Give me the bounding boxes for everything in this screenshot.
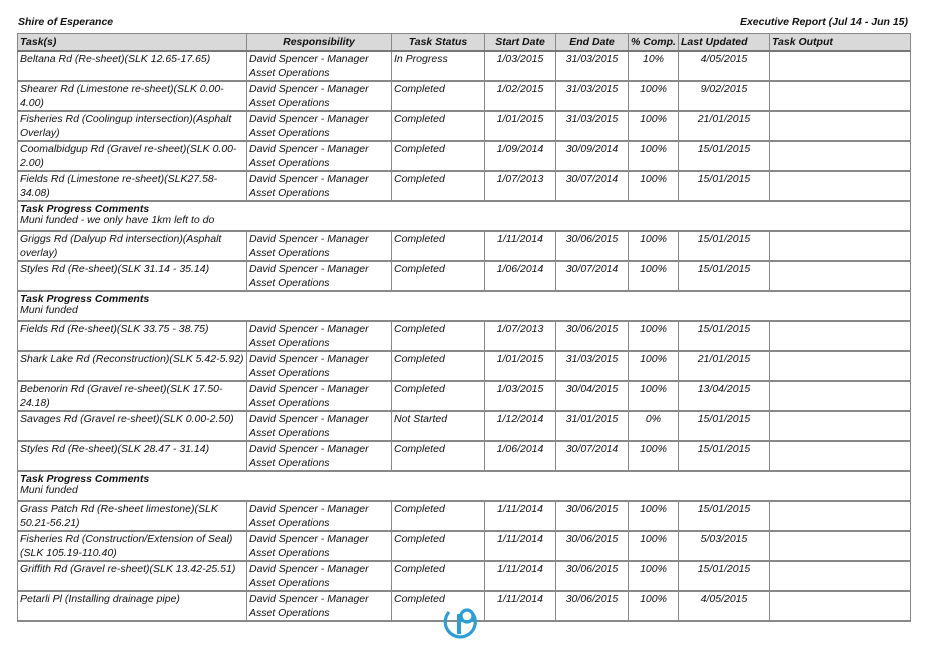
task-cell: Grass Patch Rd (Re-sheet limestone)(SLK 50.21-56.21) [18, 501, 247, 531]
percent-complete-cell: 100% [629, 261, 679, 291]
task-status-cell: Completed [392, 141, 485, 171]
percent-complete-cell: 100% [629, 81, 679, 111]
task-output-cell [770, 561, 911, 591]
end-date-cell: 31/01/2015 [556, 411, 629, 441]
percent-complete-cell: 100% [629, 141, 679, 171]
column-header-task: Task(s) [18, 34, 247, 52]
task-cell: Styles Rd (Re-sheet)(SLK 28.47 - 31.14) [18, 441, 247, 471]
percent-complete-cell: 100% [629, 591, 679, 621]
task-status-cell: Completed [392, 351, 485, 381]
task-progress-comment-cell [18, 471, 911, 501]
start-date-cell: 1/03/2015 [485, 381, 556, 411]
end-date-cell: 30/04/2015 [556, 381, 629, 411]
task-status-cell: Completed [392, 81, 485, 111]
task-cell: Coomalbidgup Rd (Gravel re-sheet)(SLK 0.00-2.00) [18, 141, 247, 171]
responsibility-cell: David Spencer - Manager Asset Operations [247, 81, 392, 111]
end-date-cell: 31/03/2015 [556, 81, 629, 111]
task-cell: Fields Rd (Re-sheet)(SLK 33.75 - 38.75) [18, 321, 247, 351]
task-cell: Savages Rd (Gravel re-sheet)(SLK 0.00-2.50) [18, 411, 247, 441]
start-date-cell: 1/07/2013 [485, 321, 556, 351]
task-progress-comment-row [18, 201, 911, 231]
task-status-cell: Completed [392, 591, 485, 621]
table-row [18, 411, 911, 441]
table-row [18, 81, 911, 111]
last-updated-cell: 21/01/2015 [679, 111, 770, 141]
task-cell: Fields Rd (Limestone re-sheet)(SLK27.58-34.08) [18, 171, 247, 201]
task-cell: Griggs Rd (Dalyup Rd intersection)(Asphalt overlay) [18, 231, 247, 261]
task-output-cell [770, 321, 911, 351]
column-header-percent-complete: % Comp. [629, 34, 679, 52]
comment-text: Muni funded - we only have 1km left to do [20, 214, 215, 226]
table-row [18, 561, 911, 591]
task-progress-comment-row [18, 291, 911, 321]
last-updated-cell: 15/01/2015 [679, 231, 770, 261]
start-date-cell: 1/03/2015 [485, 51, 556, 81]
task-cell: Shearer Rd (Limestone re-sheet)(SLK 0.00-4.00) [18, 81, 247, 111]
percent-complete-cell: 100% [629, 501, 679, 531]
organisation-name: Shire of Esperance [18, 16, 114, 28]
start-date-cell: 1/07/2013 [485, 171, 556, 201]
responsibility-cell: David Spencer - Manager Asset Operations [247, 141, 392, 171]
last-updated-cell: 15/01/2015 [679, 141, 770, 171]
responsibility-cell: David Spencer - Manager Asset Operations [247, 531, 392, 561]
column-header-last-updated: Last Updated [679, 34, 770, 52]
comment-title: Task Progress Comments [20, 203, 150, 215]
responsibility-cell: David Spencer - Manager Asset Operations [247, 231, 392, 261]
task-cell: Fisheries Rd (Coolingup intersection)(Asphalt Overlay) [18, 111, 247, 141]
task-status-cell: Not Started [392, 411, 485, 441]
end-date-cell: 31/03/2015 [556, 51, 629, 81]
start-date-cell: 1/11/2014 [485, 561, 556, 591]
responsibility-cell: David Spencer - Manager Asset Operations [247, 501, 392, 531]
task-output-cell [770, 531, 911, 561]
comment-text: Muni funded [20, 304, 78, 316]
task-output-cell [770, 441, 911, 471]
task-status-cell: Completed [392, 171, 485, 201]
percent-complete-cell: 100% [629, 381, 679, 411]
responsibility-cell: David Spencer - Manager Asset Operations [247, 261, 392, 291]
last-updated-cell: 15/01/2015 [679, 441, 770, 471]
end-date-cell: 30/06/2015 [556, 321, 629, 351]
start-date-cell: 1/06/2014 [485, 441, 556, 471]
task-status-cell: Completed [392, 531, 485, 561]
task-output-cell [770, 351, 911, 381]
task-output-cell [770, 591, 911, 621]
responsibility-cell: David Spencer - Manager Asset Operations [247, 321, 392, 351]
percent-complete-cell: 100% [629, 231, 679, 261]
percent-complete-cell: 100% [629, 351, 679, 381]
last-updated-cell: 15/01/2015 [679, 171, 770, 201]
table-row [18, 171, 911, 201]
task-status-cell: Completed [392, 261, 485, 291]
responsibility-cell: David Spencer - Manager Asset Operations [247, 351, 392, 381]
task-cell: Bebenorin Rd (Gravel re-sheet)(SLK 17.50-24.18) [18, 381, 247, 411]
comment-title: Task Progress Comments [20, 293, 150, 305]
task-cell: Fisheries Rd (Construction/Extension of Seal)(SLK 105.19-110.40) [18, 531, 247, 561]
table-row [18, 51, 911, 81]
table-row [18, 381, 911, 411]
percent-complete-cell: 100% [629, 111, 679, 141]
last-updated-cell: 15/01/2015 [679, 261, 770, 291]
end-date-cell: 30/09/2014 [556, 141, 629, 171]
last-updated-cell: 15/01/2015 [679, 411, 770, 441]
task-progress-comment-cell [18, 201, 911, 231]
task-status-cell: Completed [392, 441, 485, 471]
percent-complete-cell: 100% [629, 441, 679, 471]
last-updated-cell: 15/01/2015 [679, 321, 770, 351]
task-output-cell [770, 411, 911, 441]
table-row [18, 441, 911, 471]
responsibility-cell: David Spencer - Manager Asset Operations [247, 441, 392, 471]
task-output-cell [770, 111, 911, 141]
task-progress-comment-cell [18, 291, 911, 321]
start-date-cell: 1/06/2014 [485, 261, 556, 291]
last-updated-cell: 21/01/2015 [679, 351, 770, 381]
start-date-cell: 1/11/2014 [485, 591, 556, 621]
table-row [18, 351, 911, 381]
percent-complete-cell: 100% [629, 531, 679, 561]
last-updated-cell: 4/05/2015 [679, 591, 770, 621]
end-date-cell: 31/03/2015 [556, 111, 629, 141]
start-date-cell: 1/01/2015 [485, 351, 556, 381]
table-row [18, 501, 911, 531]
task-status-cell: In Progress [392, 51, 485, 81]
column-header-task-status: Task Status [392, 34, 485, 52]
last-updated-cell: 15/01/2015 [679, 501, 770, 531]
task-cell: Styles Rd (Re-sheet)(SLK 31.14 - 35.14) [18, 261, 247, 291]
start-date-cell: 1/12/2014 [485, 411, 556, 441]
task-progress-comment-row [18, 471, 911, 501]
end-date-cell: 30/06/2015 [556, 531, 629, 561]
percent-complete-cell: 100% [629, 561, 679, 591]
task-status-cell: Completed [392, 561, 485, 591]
table-row [18, 231, 911, 261]
responsibility-cell: David Spencer - Manager Asset Operations [247, 381, 392, 411]
report-title: Executive Report (Jul 14 - Jun 15) [739, 16, 908, 28]
task-output-cell [770, 81, 911, 111]
start-date-cell: 1/01/2015 [485, 111, 556, 141]
task-output-cell [770, 261, 911, 291]
end-date-cell: 31/03/2015 [556, 351, 629, 381]
interplan-logo-icon [440, 604, 480, 640]
percent-complete-cell: 100% [629, 171, 679, 201]
comment-text: Muni funded [20, 484, 78, 496]
table-body [18, 51, 911, 621]
column-header-responsibility: Responsibility [247, 34, 392, 52]
table-row [18, 321, 911, 351]
last-updated-cell: 9/02/2015 [679, 81, 770, 111]
percent-complete-cell: 100% [629, 321, 679, 351]
start-date-cell: 1/02/2015 [485, 81, 556, 111]
task-output-cell [770, 501, 911, 531]
column-header-end-date: End Date [556, 34, 629, 52]
column-header-task-output: Task Output [770, 34, 911, 52]
start-date-cell: 1/11/2014 [485, 531, 556, 561]
last-updated-cell: 13/04/2015 [679, 381, 770, 411]
column-header-start-date: Start Date [485, 34, 556, 52]
table-header-row [18, 34, 911, 52]
end-date-cell: 30/07/2014 [556, 261, 629, 291]
task-report-table [17, 33, 911, 622]
responsibility-cell: David Spencer - Manager Asset Operations [247, 591, 392, 621]
start-date-cell: 1/11/2014 [485, 231, 556, 261]
comment-title: Task Progress Comments [20, 473, 150, 485]
task-cell: Shark Lake Rd (Reconstruction)(SLK 5.42-5.92) [18, 351, 247, 381]
table-row [18, 531, 911, 561]
last-updated-cell: 5/03/2015 [679, 531, 770, 561]
task-output-cell [770, 51, 911, 81]
start-date-cell: 1/11/2014 [485, 501, 556, 531]
percent-complete-cell: 10% [629, 51, 679, 81]
last-updated-cell: 15/01/2015 [679, 561, 770, 591]
responsibility-cell: David Spencer - Manager Asset Operations [247, 561, 392, 591]
responsibility-cell: David Spencer - Manager Asset Operations [247, 51, 392, 81]
end-date-cell: 30/06/2015 [556, 561, 629, 591]
task-status-cell: Completed [392, 381, 485, 411]
task-output-cell [770, 381, 911, 411]
start-date-cell: 1/09/2014 [485, 141, 556, 171]
end-date-cell: 30/06/2015 [556, 591, 629, 621]
task-cell: Griffith Rd (Gravel re-sheet)(SLK 13.42-25.51) [18, 561, 247, 591]
responsibility-cell: David Spencer - Manager Asset Operations [247, 411, 392, 441]
task-output-cell [770, 171, 911, 201]
task-cell: Petarli Pl (Installing drainage pipe) [18, 591, 247, 621]
task-status-cell: Completed [392, 501, 485, 531]
table-row [18, 141, 911, 171]
table-row [18, 261, 911, 291]
percent-complete-cell: 0% [629, 411, 679, 441]
responsibility-cell: David Spencer - Manager Asset Operations [247, 171, 392, 201]
end-date-cell: 30/07/2014 [556, 171, 629, 201]
end-date-cell: 30/06/2015 [556, 231, 629, 261]
task-status-cell: Completed [392, 231, 485, 261]
end-date-cell: 30/06/2015 [556, 501, 629, 531]
task-cell: Beltana Rd (Re-sheet)(SLK 12.65-17.65) [18, 51, 247, 81]
task-status-cell: Completed [392, 111, 485, 141]
task-output-cell [770, 231, 911, 261]
task-status-cell: Completed [392, 321, 485, 351]
end-date-cell: 30/07/2014 [556, 441, 629, 471]
task-output-cell [770, 141, 911, 171]
table-row [18, 111, 911, 141]
responsibility-cell: David Spencer - Manager Asset Operations [247, 111, 392, 141]
last-updated-cell: 4/05/2015 [679, 51, 770, 81]
